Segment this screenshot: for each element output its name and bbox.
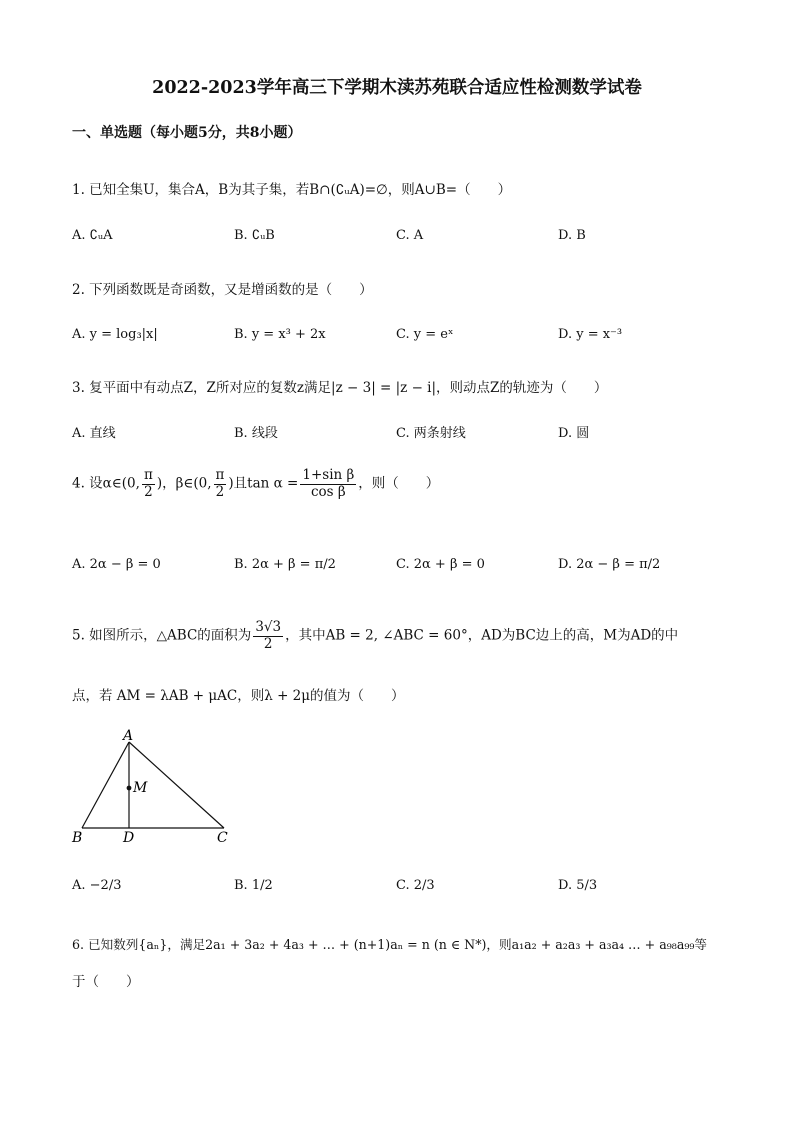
question-5-option-c: C. 2/3 xyxy=(396,878,435,893)
question-4-option-c: C. 2α + β = 0 xyxy=(396,557,485,572)
question-1-stem: 1. 已知全集U，集合A，B为其子集，若B∩(∁ᵤA)=∅，则A∪B=（ ） xyxy=(72,182,512,198)
question-5-option-b: B. 1/2 xyxy=(234,878,273,893)
question-1-option-b: B. ∁ᵤB xyxy=(234,228,275,243)
section-heading: 一、单选题（每小题5分，共8小题） xyxy=(72,125,302,141)
label-m: M xyxy=(133,780,148,796)
question-1-option-a: A. ∁ᵤA xyxy=(72,228,113,243)
question-5-text-1: 5. 如图所示，△ABC的面积为 xyxy=(72,627,252,644)
point-m xyxy=(127,786,132,791)
fraction-denominator: 2 xyxy=(144,483,153,500)
fraction-pi-over-2 xyxy=(142,468,155,500)
fraction-denominator: 2 xyxy=(215,483,225,500)
fraction-numerator: 3√3 xyxy=(255,619,282,635)
question-5-stem-line1 xyxy=(72,620,678,652)
question-2-option-c: C. y = eˣ xyxy=(396,327,454,342)
question-2-option-d: D. y = x⁻³ xyxy=(558,327,623,342)
question-4-text-1: 4. 设α∈(0, xyxy=(72,475,140,492)
fraction-denominator: 2 xyxy=(263,635,273,652)
side-ab xyxy=(82,742,129,828)
fraction-tan xyxy=(300,468,356,500)
question-1-option-d: D. B xyxy=(558,228,586,243)
question-5-stem-line2: 点，若 AM = λAB + μAC，则λ + 2μ的值为（ ） xyxy=(72,688,405,704)
fraction-pi-over-2 xyxy=(214,468,227,500)
question-3-option-a: A. 直线 xyxy=(72,426,116,441)
question-5-option-d: D. 5/3 xyxy=(558,878,598,893)
question-4-text-4: ，则（ ） xyxy=(358,475,440,492)
label-c: C xyxy=(217,830,228,846)
question-3-stem: 3. 复平面中有动点Z，Z所对应的复数z满足|z − 3| = |z − i|，则动点Z的轨迹为（ ） xyxy=(72,380,608,396)
question-5-text-2: ，其中AB = 2, ∠ABC = 60°，AD为BC边上的高，M为AD的中 xyxy=(285,627,679,644)
fraction-numerator: 1+sin β xyxy=(302,467,355,483)
question-4-text-2: )，β∈(0, xyxy=(156,475,212,492)
question-5-option-a: A. −2/3 xyxy=(72,878,122,893)
question-4-option-d: D. 2α − β = π/2 xyxy=(558,557,661,572)
question-1-option-c: C. A xyxy=(396,228,424,243)
fraction-denominator: cos β xyxy=(310,483,346,500)
fraction-area xyxy=(253,620,283,652)
question-2-stem: 2. 下列函数既是奇函数，又是增函数的是（ ） xyxy=(72,282,373,298)
question-6-stem-line2: 于（ ） xyxy=(72,974,140,990)
question-2-option-b: B. y = x³ + 2x xyxy=(234,327,326,342)
question-3-option-d: D. 圆 xyxy=(558,426,590,441)
question-3-option-b: B. 线段 xyxy=(234,426,278,441)
label-a: A xyxy=(123,728,134,744)
question-4-option-a: A. 2α − β = 0 xyxy=(72,557,161,572)
page-title: 2022-2023学年高三下学期木渎苏苑联合适应性检测数学试卷 xyxy=(152,78,642,98)
question-3-option-c: C. 两条射线 xyxy=(396,426,466,441)
question-2-option-a: A. y = log₃|x| xyxy=(72,327,158,342)
question-4-stem xyxy=(72,468,439,500)
question-4-option-b: B. 2α + β = π/2 xyxy=(234,557,336,572)
label-b: B xyxy=(72,830,83,846)
triangle-figure xyxy=(60,728,260,850)
label-d: D xyxy=(123,830,135,846)
fraction-numerator: π xyxy=(215,467,225,483)
question-6-stem-line1: 6. 已知数列{aₙ}，满足2a₁ + 3a₂ + 4a₃ + … + (n+1)aₙ = n (n ∈ N*)，则a₁a₂ + a₂a₃ + a₃a₄ … + a₉₈a₉₉等 xyxy=(72,937,708,952)
question-4-text-3: )且tan α = xyxy=(228,475,299,492)
fraction-numerator: π xyxy=(143,467,153,483)
